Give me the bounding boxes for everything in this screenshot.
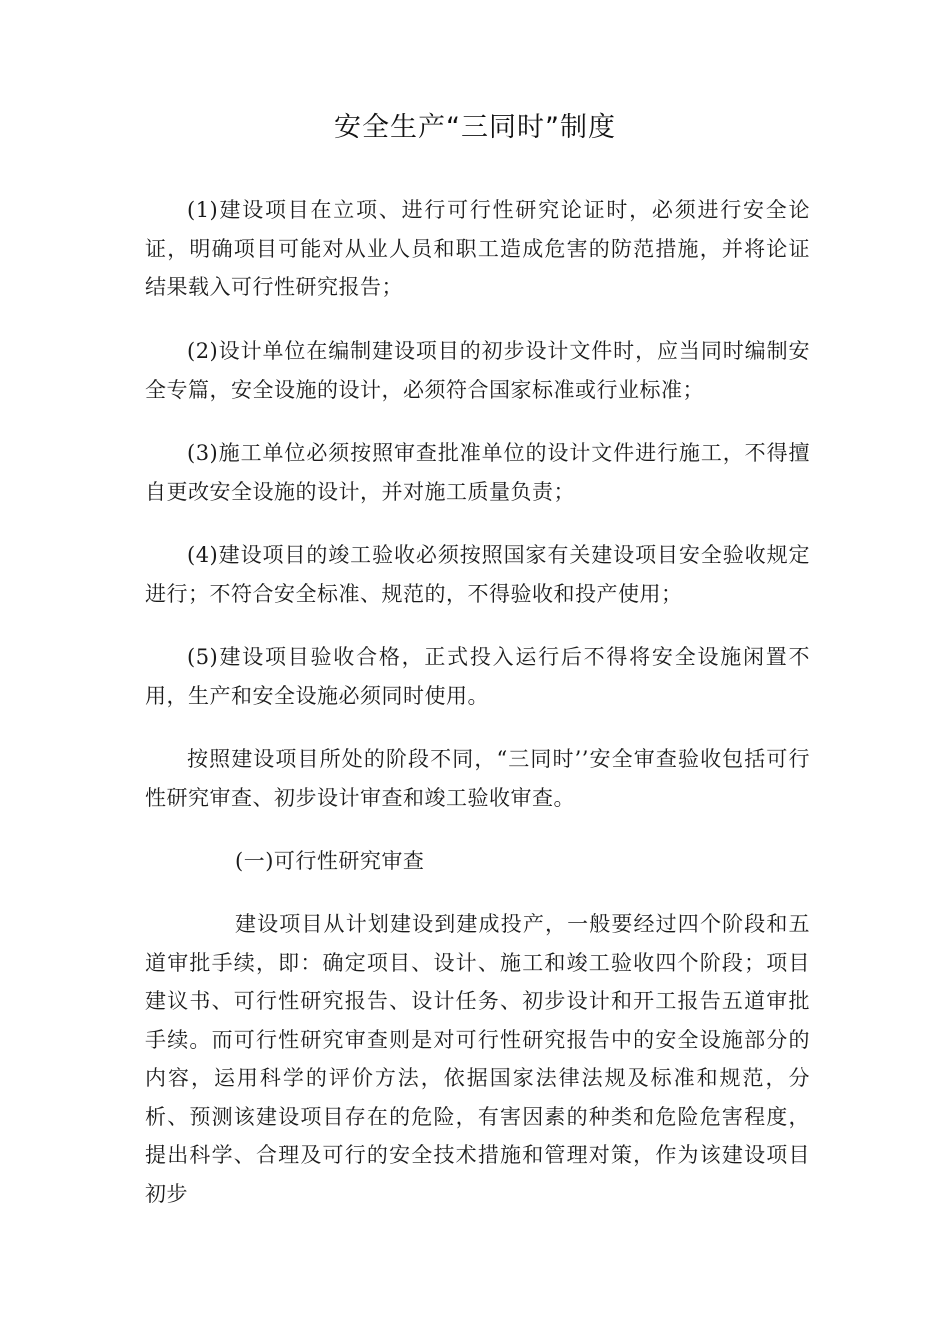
paragraph-6: 按照建设项目所处的阶段不同，“三同时’’安全审查验收包括可行性研究审查、初步设计审查和竣工验收审查。 bbox=[145, 747, 810, 810]
section-heading: (一)可行性研究审查 bbox=[235, 849, 425, 873]
paragraph-1: (1)建设项目在立项、进行可行性研究论证时，必须进行安全论证，明确项目可能对从业人员和职工造成危害的防范措施，并将论证结果载入可行性研究报告； bbox=[145, 198, 810, 299]
paragraph-2: (2)设计单位在编制建设项目的初步设计文件时，应当同时编制安全专篇，安全设施的设计，必须符合国家标准或行业标准； bbox=[145, 339, 810, 402]
paragraph-4: (4)建设项目的竣工验收必须按照国家有关建设项目安全验收规定进行；不符合安全标准、规范的，不得验收和投产使用； bbox=[145, 543, 810, 606]
document-title: 安全生产“三同时”制度 bbox=[334, 112, 616, 143]
paragraph-3: (3)施工单位必须按照审查批准单位的设计文件进行施工，不得擅自更改安全设施的设计，并对施工质量负责； bbox=[145, 441, 810, 504]
paragraph-5: (5)建设项目验收合格，正式投入运行后不得将安全设施闲置不用，生产和安全设施必须同时使用。 bbox=[145, 645, 810, 708]
section-body: 建设项目从计划建设到建成投产，一般要经过四个阶段和五道审批手续，即：确定项目、设计、施工和竣工验收四个阶段；项目建议书、可行性研究报告、设计任务、初步设计和开工报告五道审批手续。而可行性研究审查则是对可行性研究报告中的安全设施部分的内容，运用科学的评价方法，依据国家法律法规及标准和规范，分析、预测该建设项目存在的危险，有害因素的种类和危险危害程度，提出科学、合理及可行的安全技术措施和管理对策，作为该建设项目初步 bbox=[145, 912, 810, 1206]
